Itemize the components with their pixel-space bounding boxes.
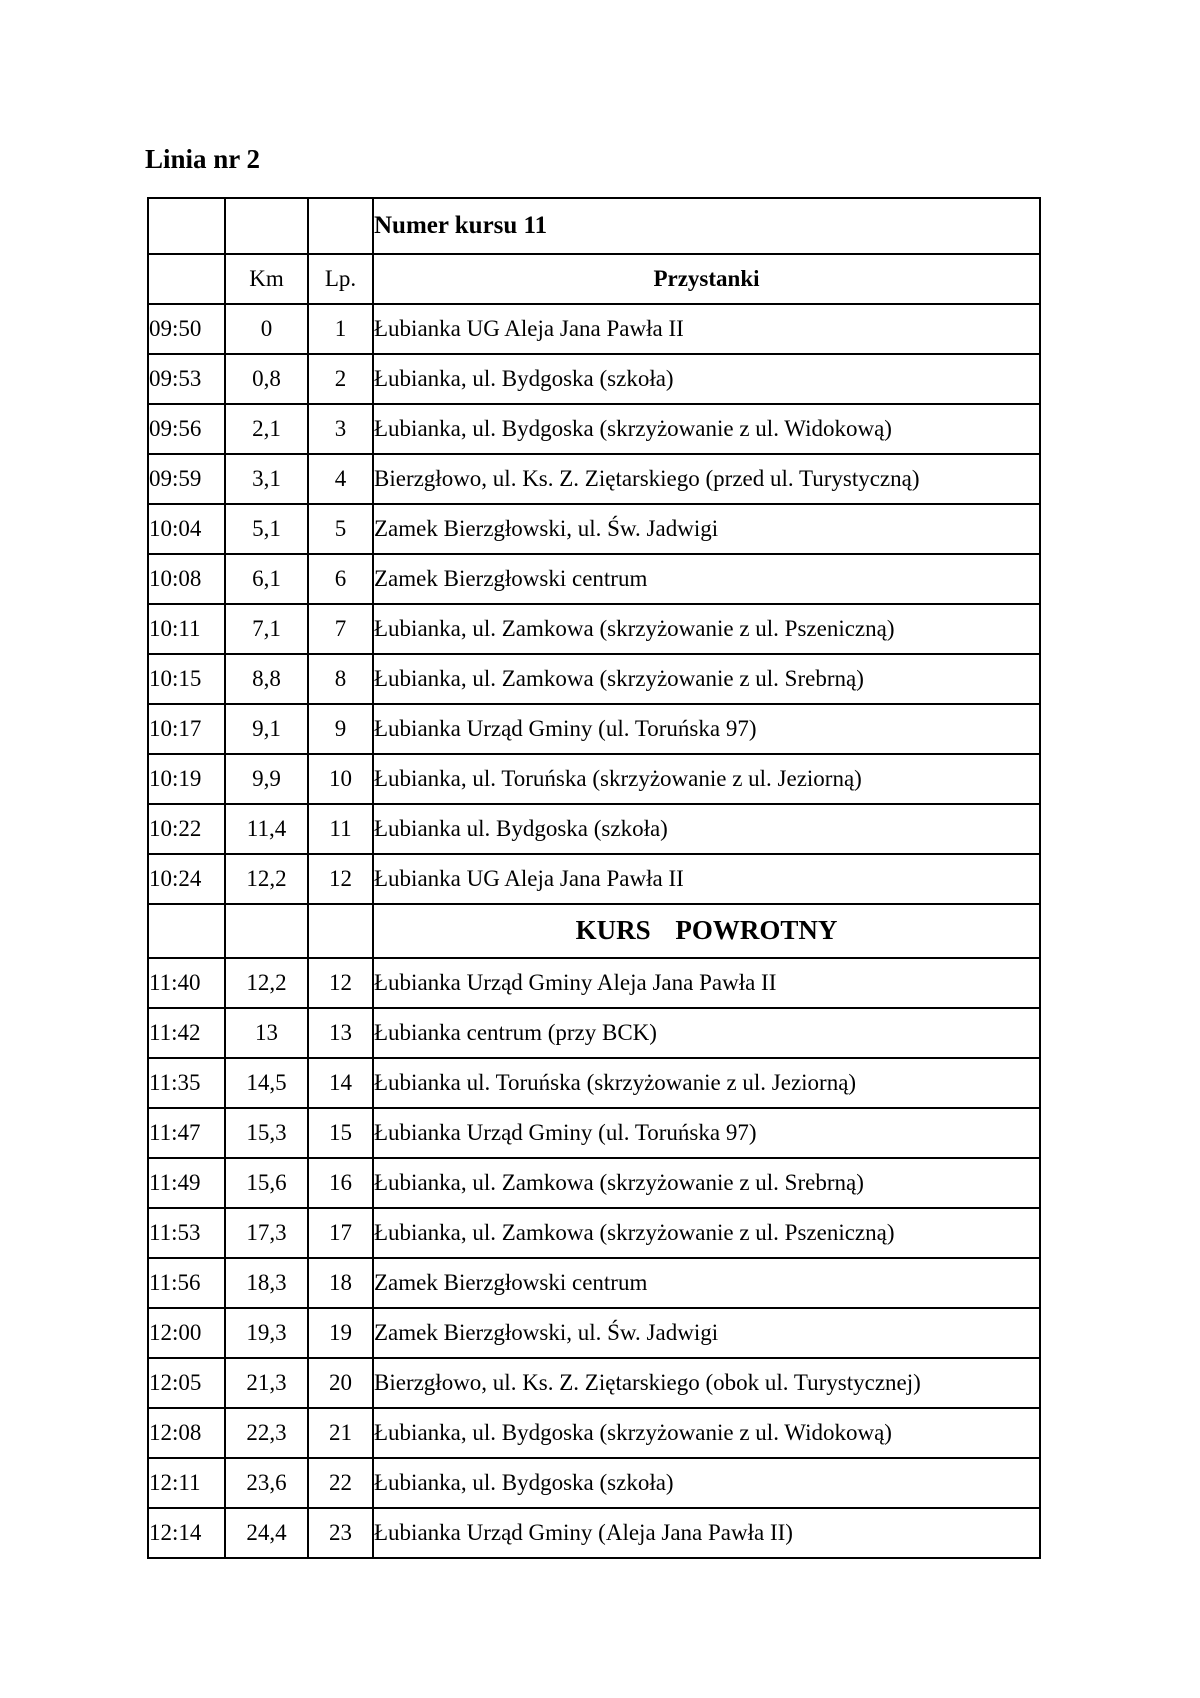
lp-cell: 13 (308, 1008, 373, 1058)
km-cell: 11,4 (225, 804, 308, 854)
course-row-empty-cell (148, 198, 225, 254)
km-cell: 14,5 (225, 1058, 308, 1108)
stop-cell: Łubianka, ul. Bydgoska (szkoła) (373, 354, 1040, 404)
km-cell: 15,6 (225, 1158, 308, 1208)
time-cell: 11:47 (148, 1108, 225, 1158)
table-row (148, 554, 1040, 604)
lp-cell: 11 (308, 804, 373, 854)
km-cell: 0,8 (225, 354, 308, 404)
lp-cell: 23 (308, 1508, 373, 1558)
header-row (148, 254, 1040, 304)
stop-cell: Łubianka, ul. Bydgoska (skrzyżowanie z ul. Widokową) (373, 404, 1040, 454)
table-row (148, 654, 1040, 704)
lp-cell: 17 (308, 1208, 373, 1258)
lp-cell: 12 (308, 854, 373, 904)
km-cell: 13 (225, 1008, 308, 1058)
lp-cell: 1 (308, 304, 373, 354)
table-row (148, 804, 1040, 854)
km-cell: 24,4 (225, 1508, 308, 1558)
lp-cell: 19 (308, 1308, 373, 1358)
km-cell: 17,3 (225, 1208, 308, 1258)
lp-cell: 15 (308, 1108, 373, 1158)
time-cell: 11:42 (148, 1008, 225, 1058)
km-cell: 23,6 (225, 1458, 308, 1508)
table-row (148, 1408, 1040, 1458)
table-row (148, 958, 1040, 1008)
time-cell: 10:17 (148, 704, 225, 754)
km-cell: 8,8 (225, 654, 308, 704)
timetable (147, 197, 1041, 1559)
lp-cell: 4 (308, 454, 373, 504)
stop-cell: Bierzgłowo, ul. Ks. Z. Ziętarskiego (obok ul. Turystycznej) (373, 1358, 1040, 1408)
time-cell: 12:05 (148, 1358, 225, 1408)
km-cell: 9,1 (225, 704, 308, 754)
table-row (148, 1208, 1040, 1258)
stop-cell: Łubianka ul. Toruńska (skrzyżowanie z ul. Jeziorną) (373, 1058, 1040, 1108)
stop-cell: Łubianka UG Aleja Jana Pawła II (373, 304, 1040, 354)
stop-cell: Łubianka Urząd Gminy (Aleja Jana Pawła II) (373, 1508, 1040, 1558)
lp-cell: 8 (308, 654, 373, 704)
table-row (148, 354, 1040, 404)
table-row (148, 1058, 1040, 1108)
course-row-empty-cell (225, 198, 308, 254)
lp-cell: 21 (308, 1408, 373, 1458)
stop-cell: Łubianka Urząd Gminy (ul. Toruńska 97) (373, 704, 1040, 754)
table-row (148, 1508, 1040, 1558)
page-title: Linia nr 2 (145, 144, 261, 174)
table-row (148, 1158, 1040, 1208)
km-cell: 21,3 (225, 1358, 308, 1408)
km-cell: 9,9 (225, 754, 308, 804)
km-cell: 18,3 (225, 1258, 308, 1308)
lp-cell: 6 (308, 554, 373, 604)
stop-cell: Łubianka, ul. Zamkowa (skrzyżowanie z ul. Srebrną) (373, 1158, 1040, 1208)
time-cell: 10:08 (148, 554, 225, 604)
time-cell: 10:11 (148, 604, 225, 654)
stop-cell: Łubianka, ul. Bydgoska (skrzyżowanie z ul. Widokową) (373, 1408, 1040, 1458)
stop-cell: Bierzgłowo, ul. Ks. Z. Ziętarskiego (przed ul. Turystyczną) (373, 454, 1040, 504)
stop-cell: Zamek Bierzgłowski, ul. Św. Jadwigi (373, 1308, 1040, 1358)
stop-cell: Zamek Bierzgłowski, ul. Św. Jadwigi (373, 504, 1040, 554)
km-cell: 3,1 (225, 454, 308, 504)
table-row (148, 1108, 1040, 1158)
stop-cell: Łubianka Urząd Gminy (ul. Toruńska 97) (373, 1108, 1040, 1158)
header-lp: Lp. (308, 254, 373, 304)
return-row-empty-cell (225, 904, 308, 958)
table-row (148, 1358, 1040, 1408)
km-cell: 19,3 (225, 1308, 308, 1358)
time-cell: 10:24 (148, 854, 225, 904)
stop-cell: Łubianka centrum (przy BCK) (373, 1008, 1040, 1058)
stop-cell: Łubianka Urząd Gminy Aleja Jana Pawła II (373, 958, 1040, 1008)
km-cell: 22,3 (225, 1408, 308, 1458)
time-cell: 10:19 (148, 754, 225, 804)
time-cell: 09:59 (148, 454, 225, 504)
time-cell: 12:11 (148, 1458, 225, 1508)
table-row (148, 454, 1040, 504)
time-cell: 11:56 (148, 1258, 225, 1308)
km-cell: 12,2 (225, 958, 308, 1008)
course-title: Numer kursu 11 (373, 198, 1040, 254)
time-cell: 11:49 (148, 1158, 225, 1208)
lp-cell: 18 (308, 1258, 373, 1308)
stop-cell: Łubianka, ul. Zamkowa (skrzyżowanie z ul. Pszeniczną) (373, 1208, 1040, 1258)
lp-cell: 16 (308, 1158, 373, 1208)
time-cell: 11:53 (148, 1208, 225, 1258)
table-row (148, 854, 1040, 904)
lp-cell: 22 (308, 1458, 373, 1508)
table-row (148, 504, 1040, 554)
header-km: Km (225, 254, 308, 304)
time-cell: 12:08 (148, 1408, 225, 1458)
km-cell: 5,1 (225, 504, 308, 554)
lp-cell: 9 (308, 704, 373, 754)
table-row (148, 1258, 1040, 1308)
stop-cell: Łubianka, ul. Zamkowa (skrzyżowanie z ul. Pszeniczną) (373, 604, 1040, 654)
lp-cell: 3 (308, 404, 373, 454)
return-row-empty-cell (308, 904, 373, 958)
km-cell: 12,2 (225, 854, 308, 904)
table-row (148, 404, 1040, 454)
table-row (148, 1008, 1040, 1058)
table-row (148, 304, 1040, 354)
km-cell: 15,3 (225, 1108, 308, 1158)
table-row (148, 704, 1040, 754)
return-course-title: KURS POWROTNY (373, 904, 1040, 958)
lp-cell: 10 (308, 754, 373, 804)
return-row-empty-cell (148, 904, 225, 958)
stop-cell: Łubianka, ul. Toruńska (skrzyżowanie z ul. Jeziorną) (373, 754, 1040, 804)
lp-cell: 14 (308, 1058, 373, 1108)
time-cell: 10:04 (148, 504, 225, 554)
stop-cell: Łubianka UG Aleja Jana Pawła II (373, 854, 1040, 904)
stop-cell: Zamek Bierzgłowski centrum (373, 1258, 1040, 1308)
time-cell: 12:14 (148, 1508, 225, 1558)
lp-cell: 2 (308, 354, 373, 404)
header-stops: Przystanki (373, 254, 1040, 304)
table-row (148, 1458, 1040, 1508)
km-cell: 0 (225, 304, 308, 354)
time-cell: 09:50 (148, 304, 225, 354)
km-cell: 7,1 (225, 604, 308, 654)
timetable-body (148, 198, 1040, 1558)
return-course-row (148, 904, 1040, 958)
lp-cell: 7 (308, 604, 373, 654)
header-time (148, 254, 225, 304)
table-row (148, 604, 1040, 654)
time-cell: 11:35 (148, 1058, 225, 1108)
stop-cell: Łubianka, ul. Bydgoska (szkoła) (373, 1458, 1040, 1508)
time-cell: 09:56 (148, 404, 225, 454)
time-cell: 09:53 (148, 354, 225, 404)
course-row-empty-cell (308, 198, 373, 254)
time-cell: 12:00 (148, 1308, 225, 1358)
time-cell: 10:15 (148, 654, 225, 704)
lp-cell: 5 (308, 504, 373, 554)
km-cell: 2,1 (225, 404, 308, 454)
stop-cell: Zamek Bierzgłowski centrum (373, 554, 1040, 604)
stop-cell: Łubianka ul. Bydgoska (szkoła) (373, 804, 1040, 854)
table-row (148, 754, 1040, 804)
time-cell: 10:22 (148, 804, 225, 854)
stop-cell: Łubianka, ul. Zamkowa (skrzyżowanie z ul. Srebrną) (373, 654, 1040, 704)
lp-cell: 20 (308, 1358, 373, 1408)
lp-cell: 12 (308, 958, 373, 1008)
time-cell: 11:40 (148, 958, 225, 1008)
km-cell: 6,1 (225, 554, 308, 604)
table-row (148, 1308, 1040, 1358)
course-row (148, 198, 1040, 254)
